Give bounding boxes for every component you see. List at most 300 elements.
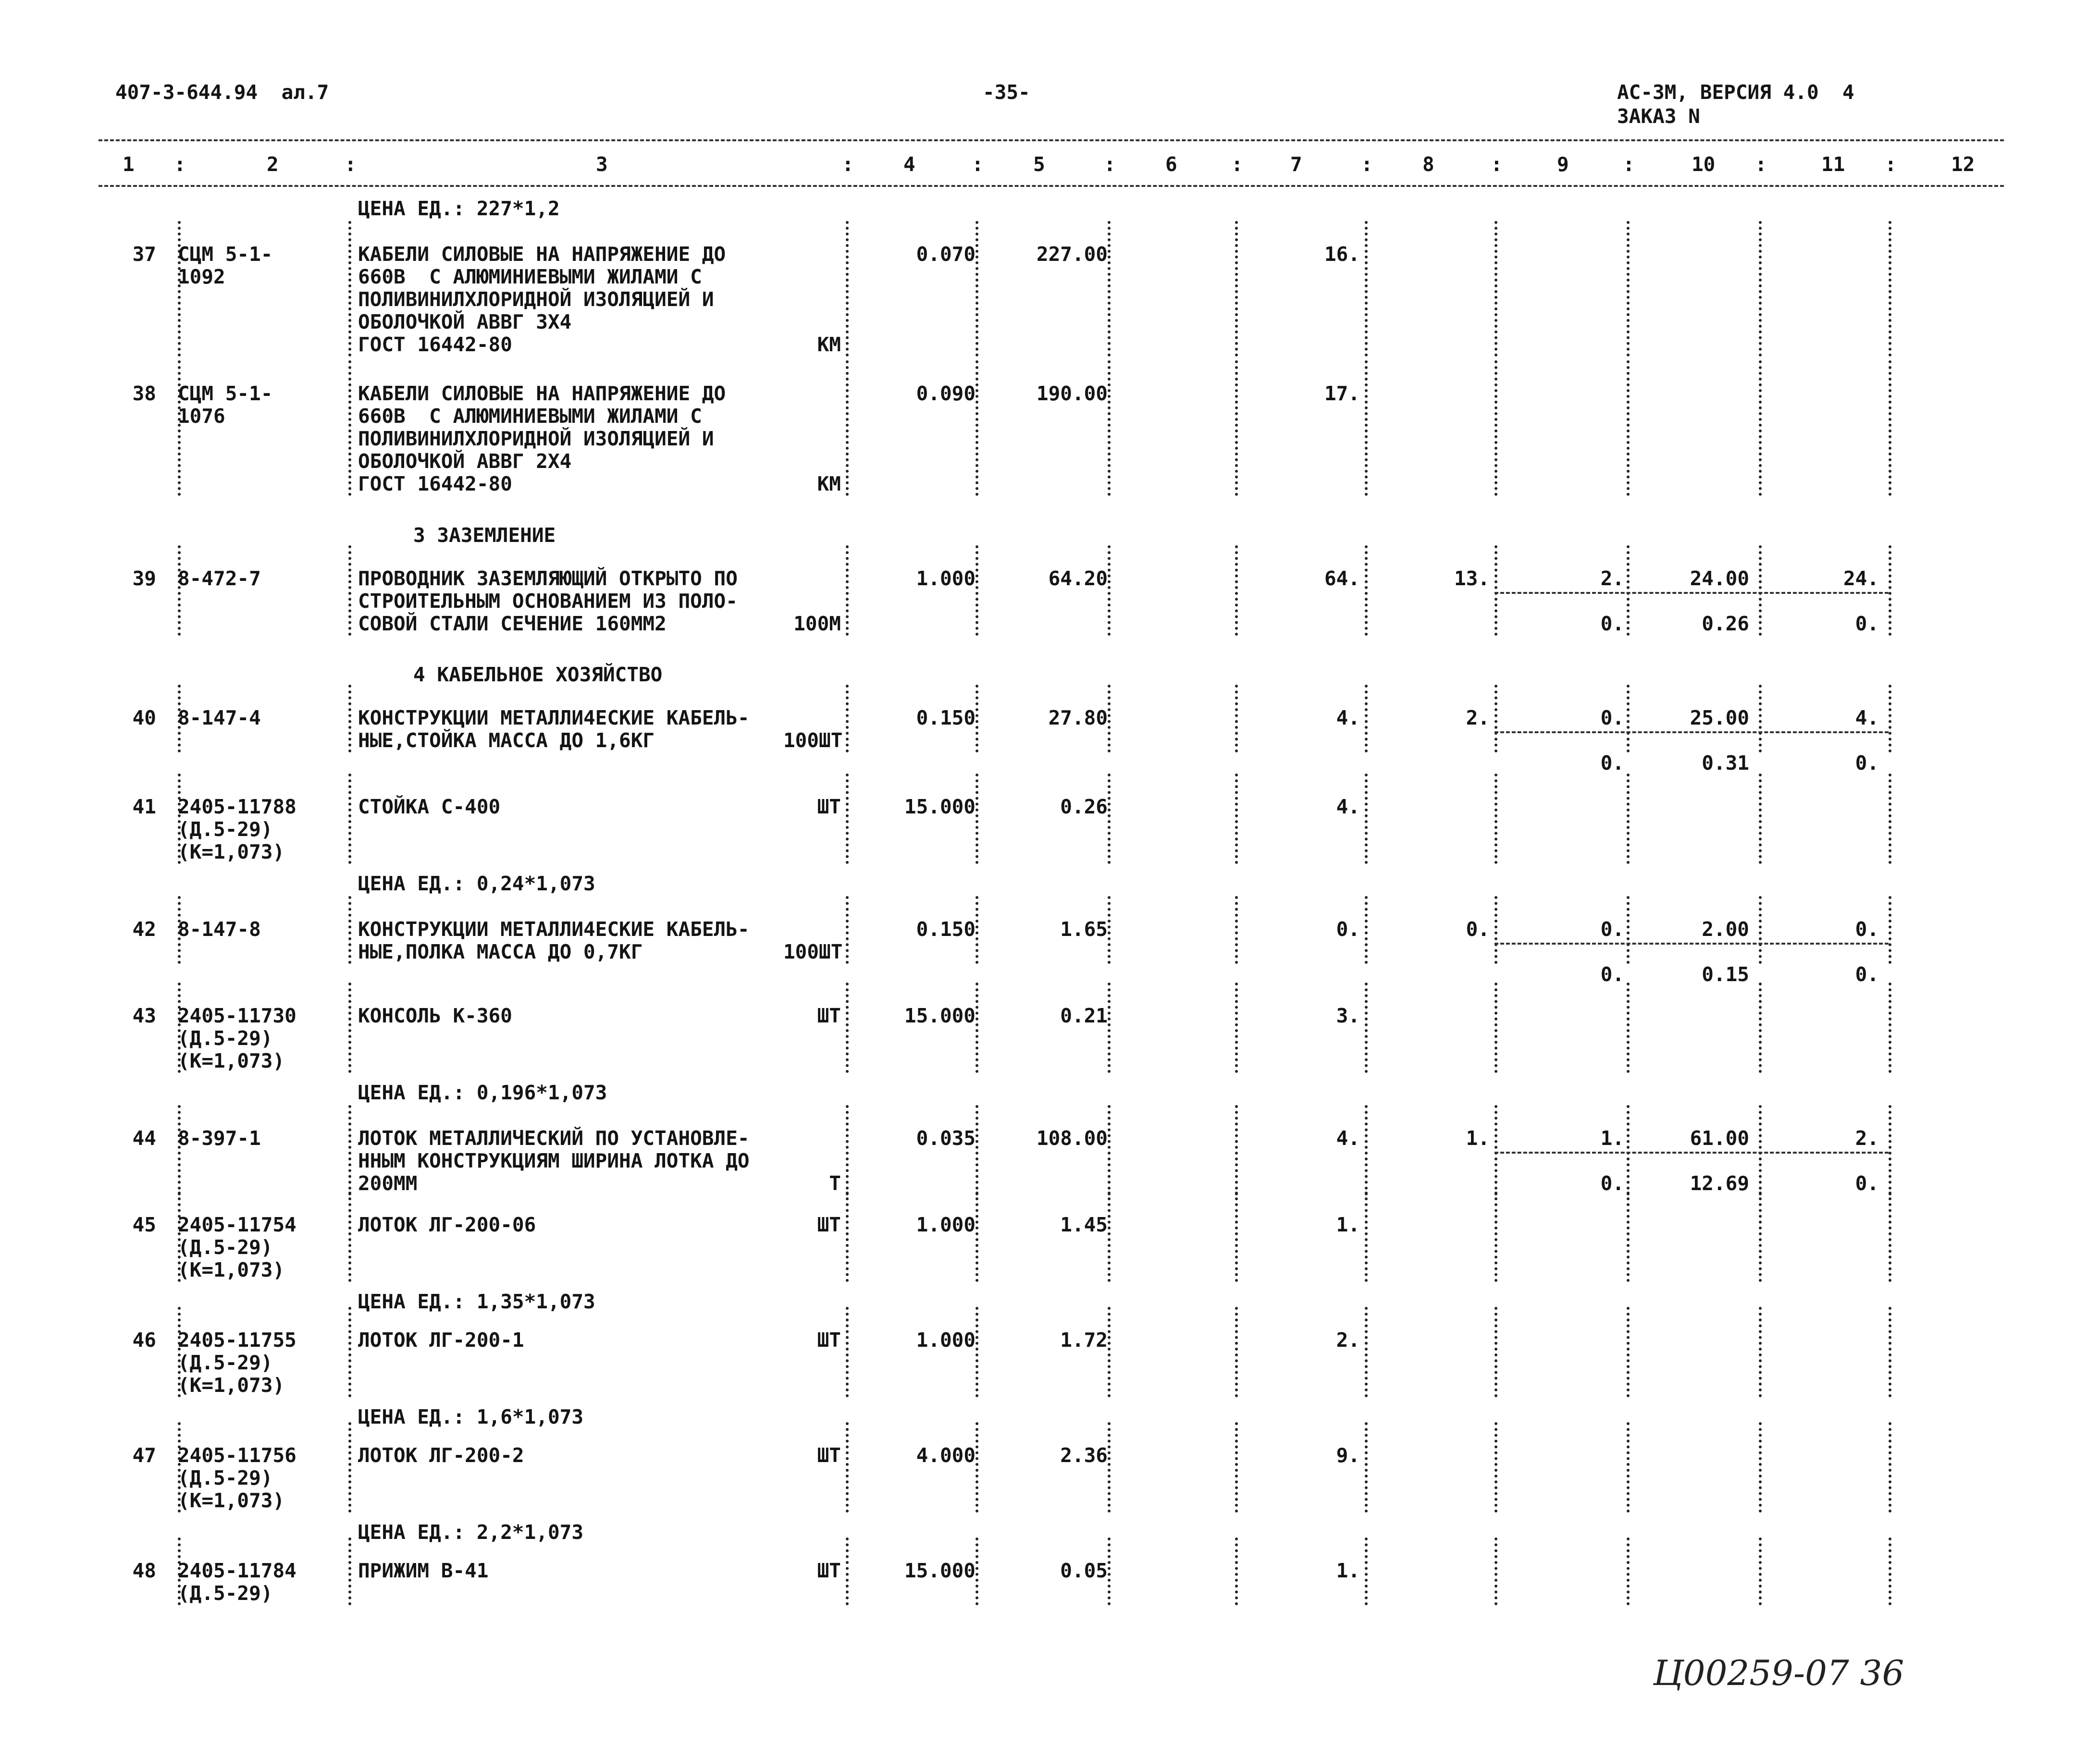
work-description: НЫЕ,ПОЛКА МАССА ДО 0,7КГ xyxy=(358,940,643,963)
work-description: КАБЕЛИ СИЛОВЫЕ НА НАПРЯЖЕНИЕ ДО xyxy=(358,382,726,405)
work-description: ОБОЛОЧКОЙ АВВГ 2Х4 xyxy=(358,450,572,473)
column-separator xyxy=(1627,1422,1630,1513)
total-cost-value: 9. xyxy=(1336,1444,1360,1467)
quantity-value: 1.000 xyxy=(916,1328,976,1352)
column-header-12: 12 xyxy=(1951,153,1975,176)
norm-code: (К=1,073) xyxy=(178,1258,285,1281)
column-separator xyxy=(1365,545,1368,636)
column-separator xyxy=(348,360,351,496)
col9-subvalue: 0. xyxy=(1600,963,1624,986)
column-separator xyxy=(1627,774,1630,864)
total-cost-value: 4. xyxy=(1336,795,1360,818)
col10-subvalue: 0.15 xyxy=(1702,963,1749,986)
column-separator xyxy=(976,983,978,1073)
column-separator xyxy=(1495,896,1497,964)
column-separator xyxy=(846,1105,849,1195)
unit-of-measure: ШТ xyxy=(817,1444,841,1467)
column-separator xyxy=(1759,983,1762,1073)
column-separator xyxy=(846,774,849,864)
column-separator xyxy=(1889,360,1891,496)
column-separator xyxy=(846,1307,849,1397)
column-header-separator: : xyxy=(842,153,854,176)
column-separator xyxy=(846,1538,849,1605)
column-separator xyxy=(1365,896,1368,964)
quantity-value: 15.000 xyxy=(904,1004,976,1027)
column-separator xyxy=(1759,1538,1762,1605)
column-separator xyxy=(1759,1307,1762,1397)
column-separator xyxy=(348,1307,351,1397)
unit-cost-value: 0.21 xyxy=(1060,1004,1108,1027)
work-description: СОВОЙ СТАЛИ СЕЧЕНИЕ 160ММ2 xyxy=(358,612,667,635)
total-cost-value: 3. xyxy=(1336,1004,1360,1027)
column-separator xyxy=(1759,545,1762,636)
row-number: 37 xyxy=(132,243,156,266)
work-description: ННЫМ КОНСТРУКЦИЯМ ШИРИНА ЛОТКА ДО xyxy=(358,1149,750,1172)
column-header-1: 1 xyxy=(123,153,135,176)
column-separator xyxy=(348,983,351,1073)
work-description: ЛОТОК МЕТАЛЛИЧЕСКИЙ ПО УСТАНОВЛЕ- xyxy=(358,1127,750,1150)
column-separator xyxy=(1759,1422,1762,1513)
column-header-2: 2 xyxy=(267,153,279,176)
sub-row-divider xyxy=(1495,1152,1889,1154)
column-separator xyxy=(976,360,978,496)
col11-value: 24. xyxy=(1843,567,1879,590)
norm-code: 2405-11754 xyxy=(178,1213,296,1236)
column-separator xyxy=(1889,545,1891,636)
quantity-value: 15.000 xyxy=(904,795,976,818)
col11-subvalue: 0. xyxy=(1855,1172,1879,1195)
column-separator xyxy=(178,221,181,357)
work-description: 660В С АЛЮМИНИЕВЫМИ ЖИЛАМИ С xyxy=(358,405,702,428)
header-rule-top xyxy=(99,139,2004,141)
unit-price-note: ЦЕНА ЕД.: 1,6*1,073 xyxy=(358,1405,583,1428)
column-separator xyxy=(1495,1538,1497,1605)
column-separator xyxy=(1365,774,1368,864)
column-separator xyxy=(1495,1422,1497,1513)
norm-code: 2405-11784 xyxy=(178,1559,296,1582)
unit-cost-value: 1.45 xyxy=(1060,1213,1108,1236)
work-description: ЛОТОК ЛГ-200-2 xyxy=(358,1444,524,1467)
row-number: 44 xyxy=(132,1127,156,1150)
norm-code: (К=1,073) xyxy=(178,1489,285,1512)
row-number: 40 xyxy=(132,706,156,729)
column-header-separator: : xyxy=(1231,153,1243,176)
column-header-11: 11 xyxy=(1821,153,1845,176)
col9-value: 1. xyxy=(1600,1127,1624,1150)
column-separator xyxy=(976,221,978,357)
column-separator xyxy=(178,360,181,496)
column-separator xyxy=(1108,774,1111,864)
column-separator xyxy=(1108,1192,1111,1282)
quantity-value: 0.150 xyxy=(916,918,976,941)
row-number: 38 xyxy=(132,382,156,405)
column-separator xyxy=(1627,360,1630,496)
unit-price-note: ЦЕНА ЕД.: 1,35*1,073 xyxy=(358,1290,595,1313)
column-separator xyxy=(1108,360,1111,496)
column-header-7: 7 xyxy=(1290,153,1302,176)
column-separator xyxy=(1759,896,1762,964)
unit-of-measure: КМ xyxy=(817,472,841,495)
column-separator xyxy=(1365,221,1368,357)
work-description: ГОСТ 16442-80 xyxy=(358,333,512,356)
norm-code: (Д.5-29) xyxy=(178,1236,273,1259)
column-separator xyxy=(1495,545,1497,636)
norm-code: 8-397-1 xyxy=(178,1127,261,1150)
page-number: -35- xyxy=(983,81,1030,104)
unit-of-measure: Т xyxy=(829,1172,841,1195)
norm-code: 2405-11756 xyxy=(178,1444,296,1467)
work-description: СТРОИТЕЛЬНЫМ ОСНОВАНИЕМ ИЗ ПОЛО- xyxy=(358,590,738,613)
column-separator xyxy=(1108,545,1111,636)
column-header-separator: : xyxy=(972,153,984,176)
col9-subvalue: 0. xyxy=(1600,1172,1624,1195)
column-separator xyxy=(976,1422,978,1513)
quantity-value: 1.000 xyxy=(916,1213,976,1236)
total-cost-value: 4. xyxy=(1336,706,1360,729)
column-separator xyxy=(1889,896,1891,964)
column-separator xyxy=(1759,685,1762,752)
column-separator xyxy=(1495,360,1497,496)
norm-code: (Д.5-29) xyxy=(178,1027,273,1050)
column-separator xyxy=(976,1192,978,1282)
norm-code: (Д.5-29) xyxy=(178,1582,273,1605)
row-number: 47 xyxy=(132,1444,156,1467)
unit-cost-value: 1.65 xyxy=(1060,918,1108,941)
unit-of-measure: ШТ xyxy=(817,1004,841,1027)
column-separator xyxy=(1627,1538,1630,1605)
column-separator xyxy=(1365,1192,1368,1282)
column-separator xyxy=(1759,360,1762,496)
column-separator xyxy=(1235,1105,1238,1195)
column-separator xyxy=(1365,983,1368,1073)
quantity-value: 4.000 xyxy=(916,1444,976,1467)
column-separator xyxy=(1235,685,1238,752)
work-description: ОБОЛОЧКОЙ АВВГ 3Х4 xyxy=(358,310,572,333)
column-separator xyxy=(846,685,849,752)
quantity-value: 0.150 xyxy=(916,706,976,729)
col10-subvalue: 0.31 xyxy=(1702,751,1749,775)
quantity-value: 0.035 xyxy=(916,1127,976,1150)
col8-value: 0. xyxy=(1466,918,1490,941)
column-separator xyxy=(1759,1192,1762,1282)
quantity-value: 1.000 xyxy=(916,567,976,590)
norm-code: (К=1,073) xyxy=(178,1049,285,1072)
total-cost-value: 1. xyxy=(1336,1559,1360,1582)
column-separator xyxy=(1235,360,1238,496)
work-description: КОНСТРУКЦИИ МЕТАЛЛИ4ЕСКИЕ КАБЕЛЬ- xyxy=(358,918,750,941)
work-description: ПРИЖИМ В-41 xyxy=(358,1559,489,1582)
column-separator xyxy=(348,685,351,752)
column-separator xyxy=(1627,896,1630,964)
unit-cost-value: 64.20 xyxy=(1048,567,1108,590)
column-separator xyxy=(348,545,351,636)
sub-row-divider xyxy=(1495,592,1889,594)
col9-value: 0. xyxy=(1600,918,1624,941)
col10-subvalue: 12.69 xyxy=(1690,1172,1749,1195)
column-separator xyxy=(976,1538,978,1605)
system-version: АС-3М, ВЕРСИЯ 4.0 4 xyxy=(1617,81,1854,104)
column-separator xyxy=(348,221,351,357)
norm-code: 1092 xyxy=(178,265,225,288)
work-description: ЛОТОК ЛГ-200-1 xyxy=(358,1328,524,1352)
work-description: 660В С АЛЮМИНИЕВЫМИ ЖИЛАМИ С xyxy=(358,265,702,288)
col11-subvalue: 0. xyxy=(1855,963,1879,986)
column-separator xyxy=(846,896,849,964)
column-separator xyxy=(178,1105,181,1195)
column-separator xyxy=(348,1538,351,1605)
col11-value: 2. xyxy=(1855,1127,1879,1150)
col11-subvalue: 0. xyxy=(1855,612,1879,635)
column-separator xyxy=(1108,896,1111,964)
quantity-value: 0.090 xyxy=(916,382,976,405)
column-separator xyxy=(1759,1105,1762,1195)
row-number: 45 xyxy=(132,1213,156,1236)
unit-cost-value: 190.00 xyxy=(1036,382,1108,405)
sub-row-divider xyxy=(1495,943,1889,945)
col11-value: 4. xyxy=(1855,706,1879,729)
column-separator xyxy=(348,774,351,864)
unit-price-note: ЦЕНА ЕД.: 0,196*1,073 xyxy=(358,1081,607,1104)
quantity-value: 0.070 xyxy=(916,243,976,266)
col10-value: 61.00 xyxy=(1690,1127,1749,1150)
column-separator xyxy=(1235,896,1238,964)
column-separator xyxy=(1495,221,1497,357)
work-description: ПОЛИВИНИЛХЛОРИДНОЙ ИЗОЛЯЦИЕЙ И xyxy=(358,427,714,450)
column-separator xyxy=(348,896,351,964)
row-number: 41 xyxy=(132,795,156,818)
total-cost-value: 16. xyxy=(1324,243,1360,266)
work-description: ПОЛИВИНИЛХЛОРИДНОЙ ИЗОЛЯЦИЕЙ И xyxy=(358,288,714,311)
unit-of-measure: ШТ xyxy=(817,795,841,818)
column-separator xyxy=(1108,1538,1111,1605)
column-separator xyxy=(976,1307,978,1397)
column-separator xyxy=(1108,983,1111,1073)
column-separator xyxy=(1627,221,1630,357)
column-separator xyxy=(976,774,978,864)
column-separator xyxy=(976,545,978,636)
column-header-3: 3 xyxy=(596,153,608,176)
column-header-5: 5 xyxy=(1033,153,1045,176)
unit-cost-value: 2.36 xyxy=(1060,1444,1108,1467)
norm-code: (Д.5-29) xyxy=(178,818,273,841)
total-cost-value: 4. xyxy=(1336,1127,1360,1150)
col9-value: 0. xyxy=(1600,706,1624,729)
column-separator xyxy=(1889,221,1891,357)
work-description: КОНСОЛЬ К-360 xyxy=(358,1004,512,1027)
work-description: КАБЕЛИ СИЛОВЫЕ НА НАПРЯЖЕНИЕ ДО xyxy=(358,243,726,266)
column-separator xyxy=(1889,1422,1891,1513)
column-header-separator: : xyxy=(174,153,186,176)
column-header-separator: : xyxy=(1491,153,1503,176)
norm-code: 1076 xyxy=(178,405,225,428)
unit-cost-value: 27.80 xyxy=(1048,706,1108,729)
work-description: КОНСТРУКЦИИ МЕТАЛЛИ4ЕСКИЕ КАБЕЛЬ- xyxy=(358,706,750,729)
column-separator xyxy=(846,983,849,1073)
column-header-6: 6 xyxy=(1165,153,1177,176)
column-separator xyxy=(976,1105,978,1195)
column-header-separator: : xyxy=(1623,153,1635,176)
row-number: 43 xyxy=(132,1004,156,1027)
column-separator xyxy=(1108,1105,1111,1195)
work-description: НЫЕ,СТОЙКА МАССА ДО 1,6КГ xyxy=(358,729,655,752)
norm-code: 8-147-8 xyxy=(178,918,261,941)
sub-row-divider xyxy=(1495,731,1889,733)
unit-price-note: ЦЕНА ЕД.: 0,24*1,073 xyxy=(358,872,595,895)
column-separator xyxy=(1495,685,1497,752)
unit-of-measure: ШТ xyxy=(817,1328,841,1352)
column-separator xyxy=(1627,1192,1630,1282)
total-cost-value: 17. xyxy=(1324,382,1360,405)
column-header-separator: : xyxy=(1755,153,1767,176)
column-separator xyxy=(1889,983,1891,1073)
unit-of-measure: ШТ xyxy=(817,1213,841,1236)
column-separator xyxy=(1365,1307,1368,1397)
column-header-10: 10 xyxy=(1692,153,1716,176)
column-header-separator: : xyxy=(1885,153,1897,176)
unit-of-measure: 100ШТ xyxy=(783,729,843,752)
norm-code: 2405-11788 xyxy=(178,795,296,818)
column-separator xyxy=(1235,774,1238,864)
total-cost-value: 1. xyxy=(1336,1213,1360,1236)
column-separator xyxy=(1495,1105,1497,1195)
column-separator xyxy=(846,1192,849,1282)
column-header-separator: : xyxy=(345,153,357,176)
unit-of-measure: КМ xyxy=(817,333,841,356)
column-separator xyxy=(348,1192,351,1282)
col9-subvalue: 0. xyxy=(1600,612,1624,635)
unit-of-measure: ШТ xyxy=(817,1559,841,1582)
column-separator xyxy=(1495,1192,1497,1282)
unit-cost-value: 0.05 xyxy=(1060,1559,1108,1582)
column-separator xyxy=(1108,1422,1111,1513)
column-separator xyxy=(1108,685,1111,752)
section-heading: 3 ЗАЗЕМЛЕНИЕ xyxy=(413,524,556,547)
column-separator xyxy=(1889,1538,1891,1605)
column-separator xyxy=(1889,1192,1891,1282)
unit-cost-value: 1.72 xyxy=(1060,1328,1108,1352)
unit-price-note: ЦЕНА ЕД.: 227*1,2 xyxy=(358,197,560,220)
row-number: 39 xyxy=(132,567,156,590)
norm-code: (Д.5-29) xyxy=(178,1351,273,1374)
col10-value: 24.00 xyxy=(1690,567,1749,590)
unit-price-note: ЦЕНА ЕД.: 2,2*1,073 xyxy=(358,1521,583,1544)
col8-value: 1. xyxy=(1466,1127,1490,1150)
column-separator xyxy=(1365,1422,1368,1513)
work-description: ЛОТОК ЛГ-200-06 xyxy=(358,1213,536,1236)
column-separator xyxy=(1627,1307,1630,1397)
column-separator xyxy=(1627,1105,1630,1195)
column-separator xyxy=(1108,221,1111,357)
work-description: СТОЙКА С-400 xyxy=(358,795,501,818)
doc-code: 407-3-644.94 ал.7 xyxy=(115,81,329,104)
column-separator xyxy=(1627,983,1630,1073)
column-separator xyxy=(1365,360,1368,496)
column-separator xyxy=(1889,1105,1891,1195)
column-separator xyxy=(178,545,181,636)
norm-code: СЦМ 5-1- xyxy=(178,382,273,405)
column-header-4: 4 xyxy=(903,153,915,176)
column-separator xyxy=(348,1422,351,1513)
column-separator xyxy=(1495,983,1497,1073)
row-number: 42 xyxy=(132,918,156,941)
column-separator xyxy=(1235,1422,1238,1513)
column-separator xyxy=(1365,685,1368,752)
work-description: ПРОВОДНИК ЗАЗЕМЛЯЮЩИЙ ОТКРЫТО ПО xyxy=(358,567,738,590)
norm-code: (Д.5-29) xyxy=(178,1466,273,1489)
unit-cost-value: 0.26 xyxy=(1060,795,1108,818)
norm-code: 2405-11730 xyxy=(178,1004,296,1027)
unit-cost-value: 227.00 xyxy=(1036,243,1108,266)
column-separator xyxy=(1365,1105,1368,1195)
col10-subvalue: 0.26 xyxy=(1702,612,1749,635)
column-separator xyxy=(1627,685,1630,752)
total-cost-value: 64. xyxy=(1324,567,1360,590)
col8-value: 13. xyxy=(1454,567,1490,590)
column-separator xyxy=(1627,545,1630,636)
col8-value: 2. xyxy=(1466,706,1490,729)
section-heading: 4 КАБЕЛЬНОЕ ХОЗЯЙСТВО xyxy=(413,663,663,686)
column-separator xyxy=(1889,774,1891,864)
column-separator xyxy=(1495,1307,1497,1397)
col9-subvalue: 0. xyxy=(1600,751,1624,775)
column-separator xyxy=(976,685,978,752)
handwritten-signature: Ц00259-07 36 xyxy=(1653,1653,1904,1693)
norm-code: 8-472-7 xyxy=(178,567,261,590)
order-number: ЗАКАЗ N xyxy=(1617,105,1700,128)
col9-value: 2. xyxy=(1600,567,1624,590)
column-separator xyxy=(976,896,978,964)
column-separator xyxy=(1889,1307,1891,1397)
work-description: ГОСТ 16442-80 xyxy=(358,472,512,495)
row-number: 46 xyxy=(132,1328,156,1352)
column-separator xyxy=(1759,774,1762,864)
column-header-8: 8 xyxy=(1422,153,1434,176)
total-cost-value: 0. xyxy=(1336,918,1360,941)
column-separator xyxy=(1759,221,1762,357)
quantity-value: 15.000 xyxy=(904,1559,976,1582)
norm-code: 2405-11755 xyxy=(178,1328,296,1352)
col10-value: 25.00 xyxy=(1690,706,1749,729)
column-separator xyxy=(1235,1307,1238,1397)
unit-of-measure: 100ШТ xyxy=(783,940,843,963)
column-header-9: 9 xyxy=(1557,153,1569,176)
column-separator xyxy=(1235,1538,1238,1605)
col11-subvalue: 0. xyxy=(1855,751,1879,775)
column-header-separator: : xyxy=(1104,153,1116,176)
column-separator xyxy=(1235,221,1238,357)
column-separator xyxy=(1235,1192,1238,1282)
work-description: 200ММ xyxy=(358,1172,418,1195)
column-separator xyxy=(846,1422,849,1513)
unit-of-measure: 100М xyxy=(793,612,841,635)
column-separator xyxy=(846,221,849,357)
column-separator xyxy=(846,545,849,636)
column-separator xyxy=(1108,1307,1111,1397)
column-header-separator: : xyxy=(1361,153,1373,176)
unit-cost-value: 108.00 xyxy=(1036,1127,1108,1150)
column-separator xyxy=(846,360,849,496)
norm-code: (К=1,073) xyxy=(178,1374,285,1397)
column-separator xyxy=(1235,545,1238,636)
column-separator xyxy=(1235,983,1238,1073)
total-cost-value: 2. xyxy=(1336,1328,1360,1352)
column-separator xyxy=(1889,685,1891,752)
column-separator xyxy=(1495,774,1497,864)
norm-code: 8-147-4 xyxy=(178,706,261,729)
column-separator xyxy=(1365,1538,1368,1605)
col11-value: 0. xyxy=(1855,918,1879,941)
col10-value: 2.00 xyxy=(1702,918,1749,941)
